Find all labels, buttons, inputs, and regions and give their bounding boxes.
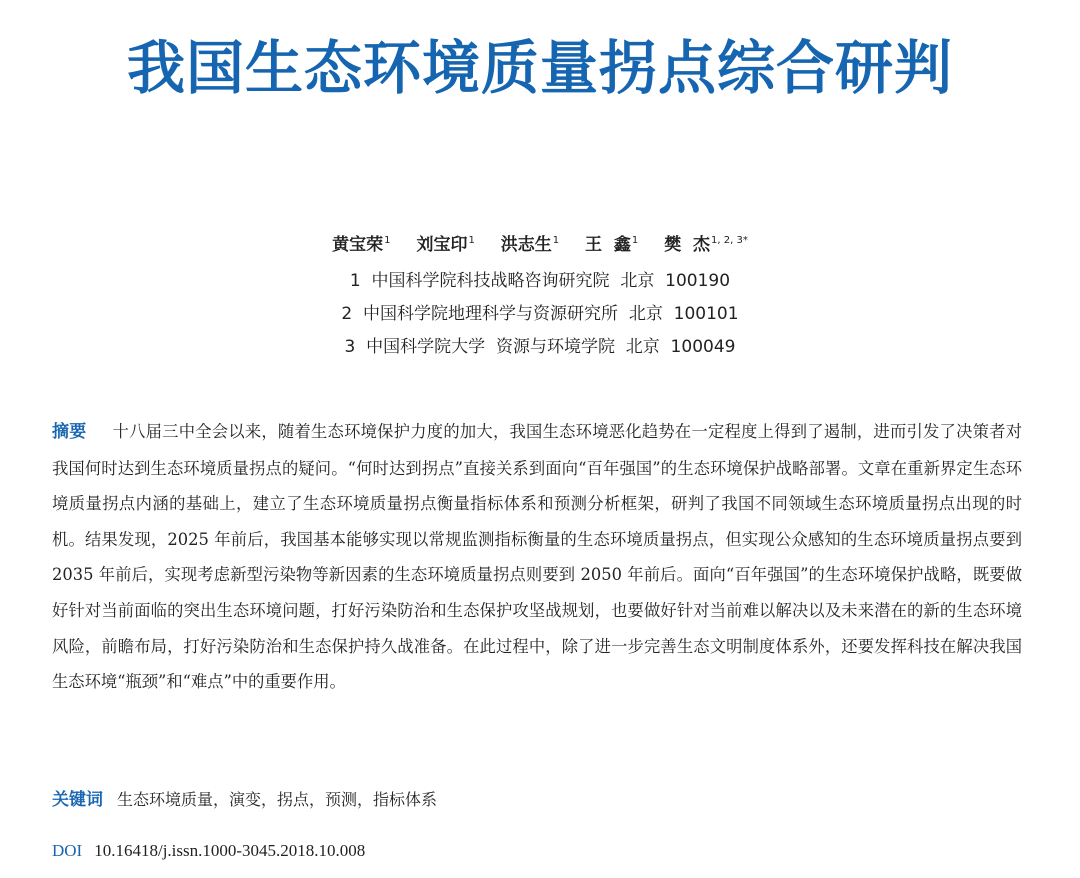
keywords-label: 关键词 xyxy=(52,790,103,810)
author-name: 洪志生 xyxy=(500,235,552,255)
affiliation-2: 2 中国科学院地理科学与资源研究所 北京 100101 xyxy=(341,304,739,324)
author-affiliation-mark: 1 xyxy=(384,235,391,246)
author-3 xyxy=(501,226,559,260)
doi-label: DOI xyxy=(52,841,83,860)
keywords-text: 生态环境质量，演变，拐点，预测，指标体系 xyxy=(117,790,438,809)
author-5 xyxy=(664,226,748,260)
author-affiliation-mark: 1 xyxy=(468,235,475,246)
affiliation-list xyxy=(0,265,1080,364)
author-affiliation-mark: 1 xyxy=(631,235,639,246)
affiliation-1: 1 中国科学院科技战略咨询研究院 北京 100190 xyxy=(349,271,731,291)
doi-section xyxy=(52,835,1022,867)
affiliation-3: 3 中国科学院大学 资源与环境学院 北京 100049 xyxy=(344,337,736,357)
author-affiliation-mark: 1, 2, 3* xyxy=(711,235,748,246)
author-affiliation-mark: 1 xyxy=(552,235,560,246)
author-name: 樊 杰 xyxy=(664,235,711,255)
author-list xyxy=(0,226,1080,260)
doi-value: 10.16418/j.issn.1000-3045.2018.10.008 xyxy=(94,841,366,860)
author-4 xyxy=(585,226,638,260)
author-name: 黄宝荣 xyxy=(332,235,384,255)
author-2 xyxy=(416,226,474,260)
keywords-section xyxy=(52,784,1022,816)
author-name: 王 鑫 xyxy=(585,235,631,255)
paper-title: 我国生态环境质量拐点综合研判 xyxy=(126,34,953,102)
abstract-section xyxy=(52,414,1022,700)
author-1 xyxy=(332,226,390,260)
author-name: 刘宝印 xyxy=(416,235,468,255)
abstract-text: 十八届三中全会以来，随着生态环境保护力度的加大，我国生态环境恶化趋势在一定程度上得到了遏制，进而引发了决策者对我国何时达到生态环境质量拐点的疑问。“何时达到拐点”直接关系到面向“百年强国”的生态环境保护战略部署。文章在重新界定生态环境质量拐点内涵的基础上，建立了生态环境质量拐点衡量指标体系和预测分析框架，研判了我国不同领域生态环境质量拐点出现的时机。结果发现，2025 年前后，我国基本能够实现以常规监测指标衡量的生态环境质量拐点，但实现公众感知的生态环境质量拐点要到 2035 年前后，实现考虑新型污染物等新因素的生态环境质量拐点则要到 2050 年前后。面向“百年强国”的生态环境保护战略，既要做好针对当前面临的突出生态环境问题，打好污染防治和生态保护攻坚战规划，也要做好针对当前难以解决以及未来潜在的新的生态环境风险，前瞻布局，打好污染防治和生态保护持久战准备。在此过程中，除了进一步完善生态文明制度体系外，还要发挥科技在解决我国生态环境“瓶颈”和“难点”中的重要作用。 xyxy=(52,422,1023,692)
abstract-label: 摘要 xyxy=(52,422,87,442)
